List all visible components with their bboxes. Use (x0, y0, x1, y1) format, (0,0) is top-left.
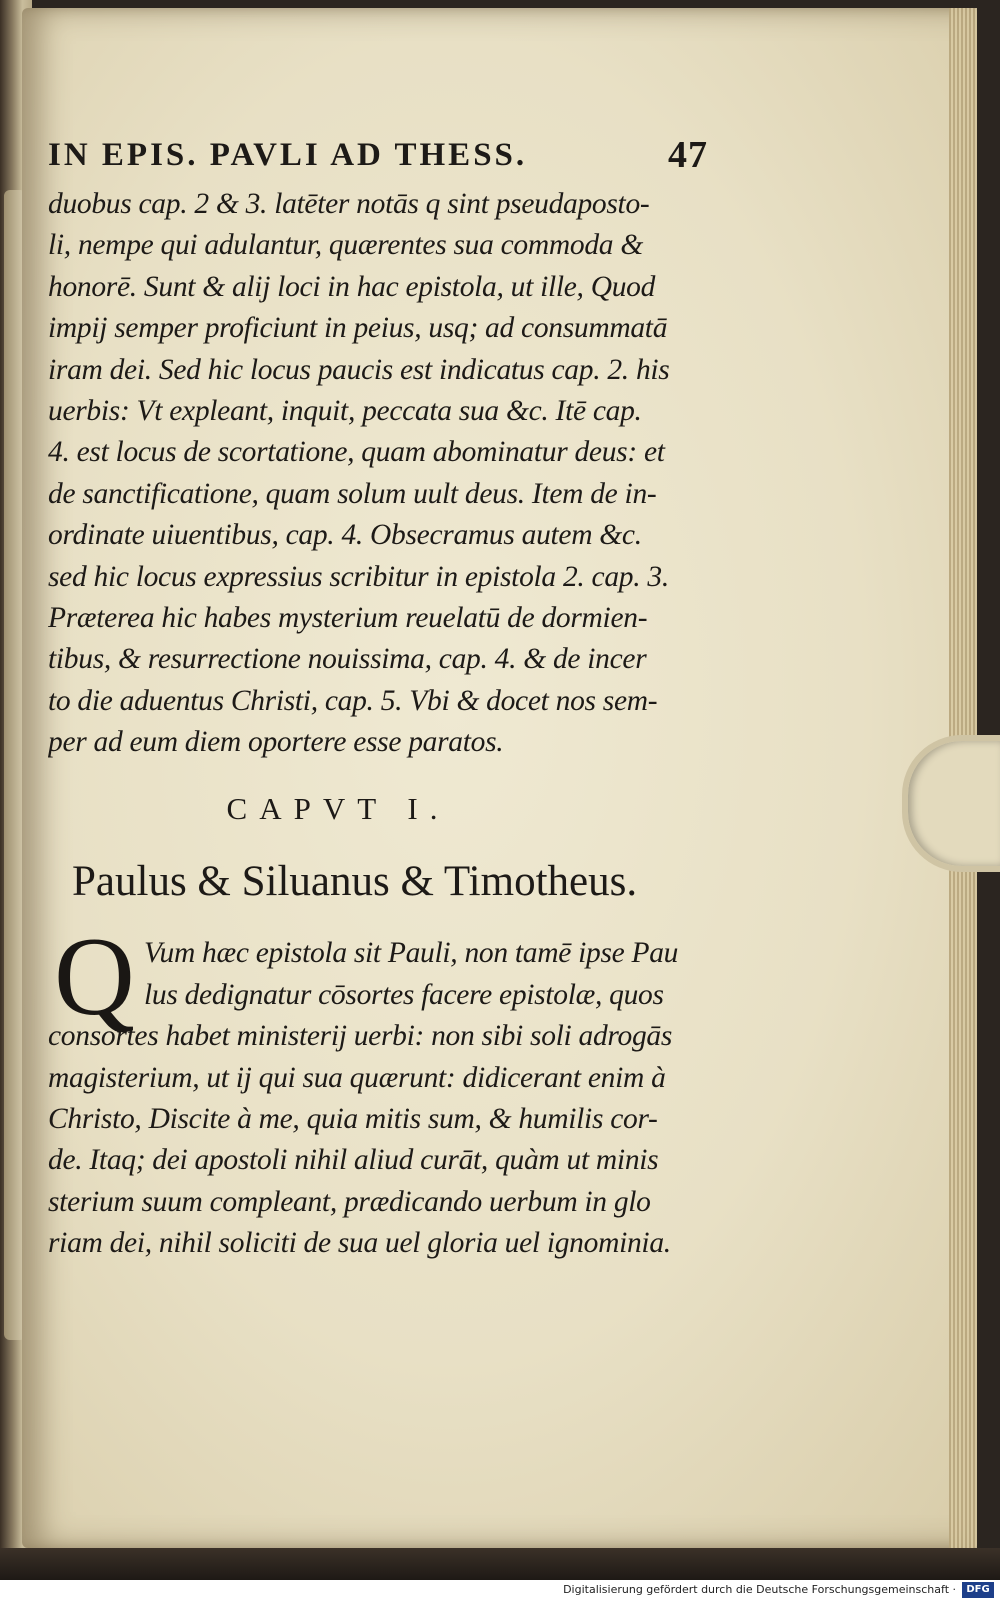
drop-cap-initial: Q (54, 915, 135, 1040)
text-line: sterium suum compleant, prædicando uerbum in glo (48, 1185, 651, 1218)
bottom-background (0, 1548, 1000, 1580)
text-line: impij semper proficiunt in peius, usq; ad consummatā (48, 312, 668, 345)
text-line: Christo, Discite à me, quia mitis sum, & humilis cor- (48, 1103, 658, 1136)
intro-paragraph (48, 184, 708, 763)
running-head (48, 128, 708, 182)
text-line: riam dei, nihil soliciti de sua uel gloria uel ignominia. (48, 1227, 671, 1260)
scripture-incipit: Paulus & Siluanus & Timotheus. (72, 858, 638, 906)
text-line: tibus, & resurrectione nouissima, cap. 4. & de incer (48, 643, 647, 676)
text-line: iram dei. Sed hic locus paucis est indicatus cap. 2. his (48, 353, 670, 386)
dfg-logo: DFG (962, 1582, 994, 1598)
text-line: lus dedignatur cōsortes facere epistolæ, quos (144, 978, 664, 1011)
text-line: de. Itaq; dei apostoli nihil aliud curāt, quàm ut minis (48, 1144, 659, 1177)
text-line: Præterea hic habes mysterium reuelatū de dormien- (48, 601, 648, 634)
text-line: per ad eum diem oportere esse paratos. (48, 726, 504, 759)
text-line: to die aduentus Christi, cap. 5. Vbi & docet nos sem- (48, 684, 658, 717)
text-line: uerbis: Vt expleant, inquit, peccata sua &c. Itē cap. (48, 394, 642, 427)
running-head-title: IN EPIS. PAVLI AD THESS. (48, 137, 528, 173)
text-line: sed hic locus expressius scribitur in epistola 2. cap. 3. (48, 560, 669, 593)
text-line: consortes habet ministerij uerbi: non sibi soli adrogās (48, 1020, 673, 1053)
funding-credit: Digitalisierung gefördert durch die Deutsche Forschungsgemeinschaft · (563, 1583, 956, 1596)
text-line: magisterium, ut ij qui sua quærunt: didicerant enim à (48, 1061, 666, 1094)
page-number: 47 (668, 134, 708, 176)
clasp-loop (902, 735, 1000, 872)
text-line: honorē. Sunt & alij loci in hac epistola, ut ille, Quod (48, 270, 656, 303)
text-line: 4. est locus de scortatione, quam abominatur deus: et (48, 436, 665, 469)
commentary-paragraph (48, 915, 708, 1264)
text-line: duobus cap. 2 & 3. latēter notās q sint pseudaposto- (48, 188, 650, 220)
text-line: li, nempe qui adulantur, quærentes sua commoda & (48, 229, 643, 262)
text-line: Vum hæc epistola sit Pauli, non tamē ipse Pau (144, 937, 679, 970)
chapter-heading: CAPVT I. (226, 791, 450, 827)
printed-text-block (48, 128, 708, 1265)
text-line: ordinate uiuentibus, cap. 4. Obsecramus autem &c. (48, 519, 642, 552)
text-line: de sanctificatione, quam solum uult deus. Item de in- (48, 477, 657, 510)
